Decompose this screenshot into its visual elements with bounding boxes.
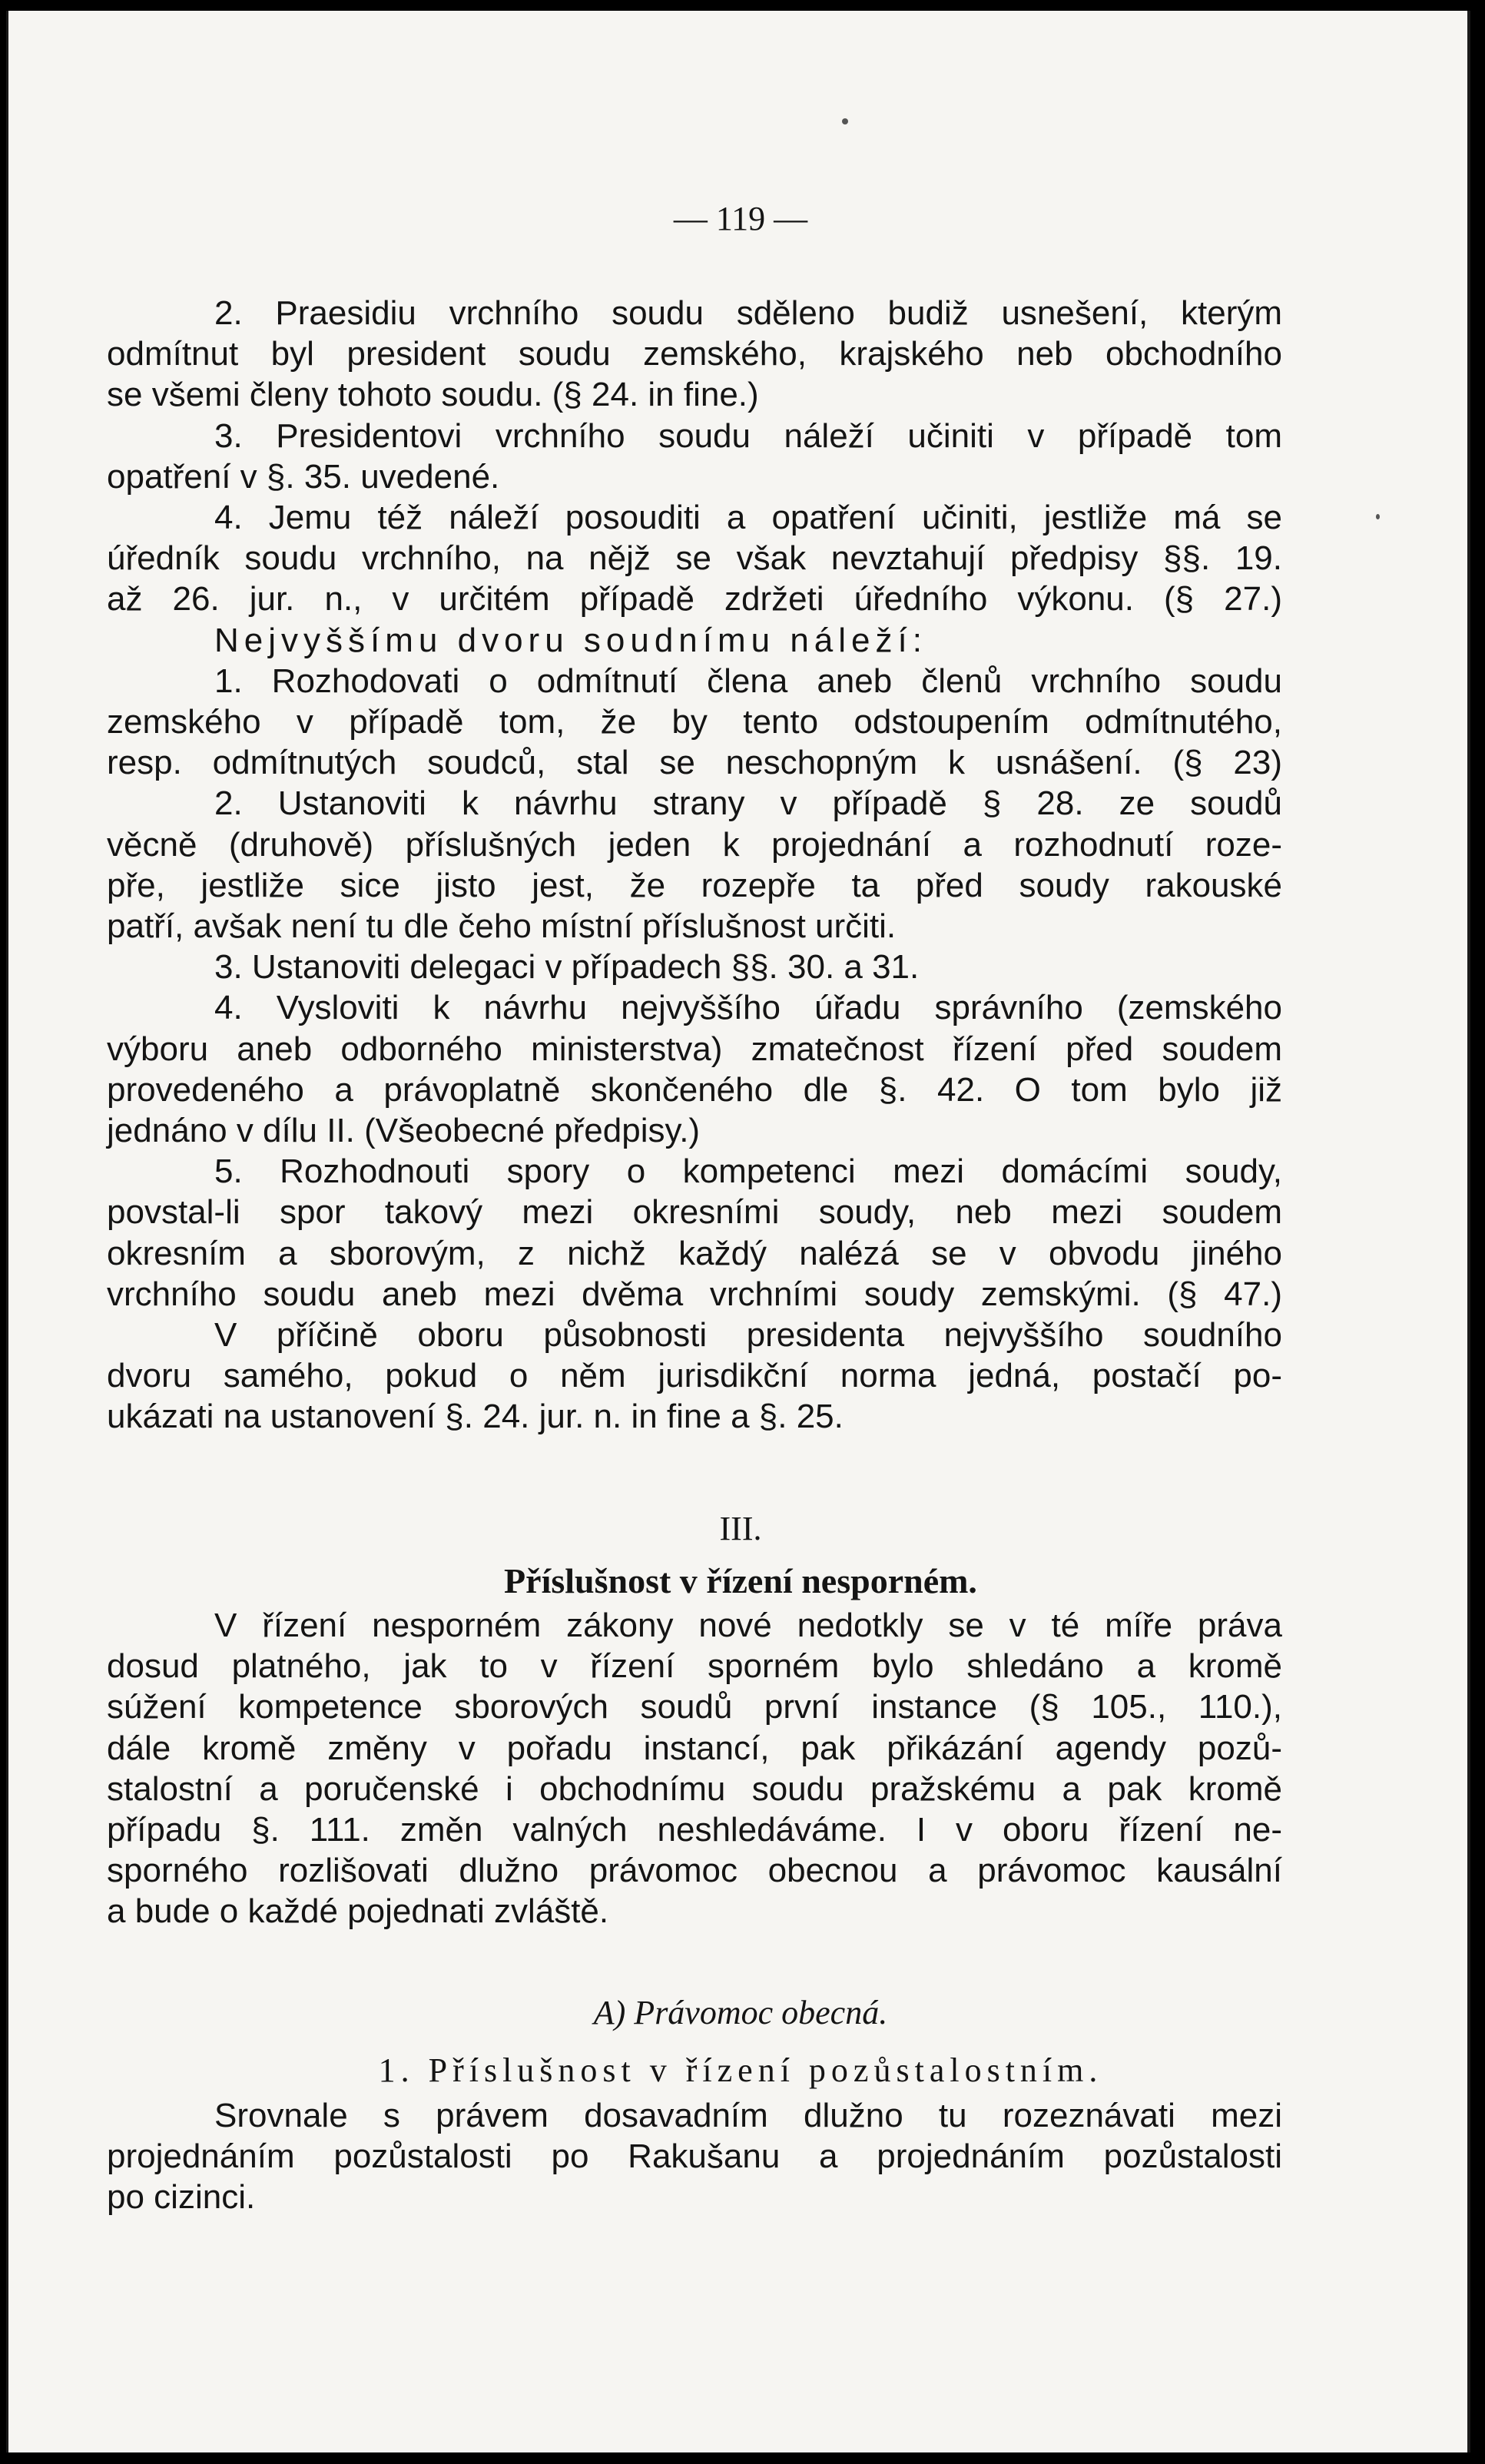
text-line: 4. Jemu též náleží posouditi a opatření učiniti, jestliže má se: [214, 499, 1282, 536]
text-line: dále kromě změny v pořadu instancí, pak přikázání agendy pozů-: [107, 1729, 1282, 1767]
text-line: se všemi členy tohoto soudu. (§ 24. in fine.): [107, 376, 759, 414]
text-line: dosud platného, jak to v řízení sporném bylo shledáno a kromě: [107, 1647, 1282, 1686]
text-line: resp. odmítnutých soudců, stal se neschopným k usnášení. (§ 23): [107, 744, 1282, 782]
text-line: případu §. 111. změn valných neshledáváme. I v oboru řízení ne-: [107, 1811, 1282, 1849]
text-line: projednáním pozůstalosti po Rakušanu a projednáním pozůstalosti: [107, 2137, 1282, 2176]
text-line: patří, avšak není tu dle čeho místní příslušnost určiti.: [107, 907, 897, 945]
text-line: stalostní a poručenské i obchodnímu soudu pražskému a pak kromě: [107, 1769, 1282, 1808]
text-line: 2. Praesidiu vrchního soudu sděleno budiž usnešení, kterým: [214, 294, 1282, 332]
text-line: súžení kompetence sborových soudů první instance (§ 105., 110.),: [107, 1688, 1282, 1726]
text-line: ukázati na ustanovení §. 24. jur. n. in fine a §. 25.: [107, 1398, 844, 1436]
text-line: opatření v §. 35. uvedené.: [107, 457, 500, 496]
subsection-title: A) Právomoc obecná.: [593, 1994, 888, 2031]
text-line: 4. Vysloviti k návrhu nejvyššího úřadu správního (zemského: [214, 989, 1282, 1027]
scan-speck: [842, 118, 848, 124]
page-number: — 119 —: [673, 200, 808, 237]
scan-speck: [1376, 514, 1380, 519]
text-line: pře, jestliže sice jisto jest, že rozepře ta před soudy rakouské: [107, 866, 1282, 904]
text-line: 3. Ustanoviti delegaci v případech §§. 30. a 31.: [214, 948, 920, 987]
section-title: Příslušnost v řízení nesporném.: [504, 1561, 977, 1600]
text-line: jednáno v dílu II. (Všeobecné předpisy.): [107, 1112, 701, 1149]
text-line: výboru aneb odborného ministerstva) zmatečnost řízení před soudem: [107, 1030, 1282, 1068]
text-line: 1. Rozhodovati o odmítnutí člena aneb členů vrchního soudu: [214, 662, 1282, 700]
paragraph-block-competences: [107, 294, 1282, 1441]
text-line: po cizinci.: [107, 2178, 256, 2217]
scanned-page: [6, 11, 1470, 2452]
text-line: okresním a sborovým, z nichž každý nalézá se v obvodu jiného: [107, 1234, 1282, 1272]
text-line: 5. Rozhodnouti spory o kompetenci mezi domácími soudy,: [214, 1152, 1282, 1191]
text-line: dvoru samého, pokud o něm jurisdikční norma jedná, postačí po-: [107, 1357, 1282, 1395]
text-line: provedeného a právoplatně skončeného dle §. 42. O tom bylo již: [107, 1070, 1282, 1109]
paragraph-block-probate: [107, 2099, 1282, 2230]
text-line: 3. Presidentovi vrchního soudu náleží učiniti v případě tom: [214, 416, 1282, 455]
text-line: V příčině oboru působnosti presidenta nejvyššího soudního: [214, 1316, 1282, 1354]
text-line: 2. Ustanoviti k návrhu strany v případě § 28. ze soudů: [214, 784, 1282, 823]
text-line: V řízení nesporném zákony nové nedotkly se v té míře práva: [214, 1607, 1282, 1644]
text-line: věcně (druhově) příslušných jeden k projednání a rozhodnutí roze-: [107, 825, 1282, 864]
text-line: úředník soudu vrchního, na nějž se však nevztahují předpisy §§. 19.: [107, 539, 1282, 578]
text-line: odmítnut byl president soudu zemského, krajského neb obchodního: [107, 335, 1282, 373]
text-line: sporného rozlišovati dlužno právomoc obecnou a právomoc kausální: [107, 1852, 1282, 1890]
text-line: a bude o každé pojednati zvláště.: [107, 1892, 609, 1931]
text-line: Srovnale s právem dosavadním dlužno tu rozeznávati mezi: [214, 2097, 1282, 2134]
text-line: vrchního soudu aneb mezi dvěma vrchními soudy zemskými. (§ 47.): [107, 1275, 1282, 1313]
text-line: zemského v případě tom, že by tento odstoupením odmítnutého,: [107, 703, 1282, 741]
subsection-heading: 1. Příslušnost v řízení pozůstalostním.: [378, 2051, 1103, 2089]
text-line: až 26. jur. n., v určitém případě zdržeti úředního výkonu. (§ 27.): [107, 580, 1282, 618]
text-line: Nejvyššímu dvoru soudnímu náleží:: [214, 621, 927, 659]
section-number: III.: [719, 1510, 762, 1547]
paragraph-block-nonlitigious: [107, 1609, 1282, 1947]
text-line: povstal-li spor takový mezi okresními soudy, neb mezi soudem: [107, 1193, 1282, 1232]
